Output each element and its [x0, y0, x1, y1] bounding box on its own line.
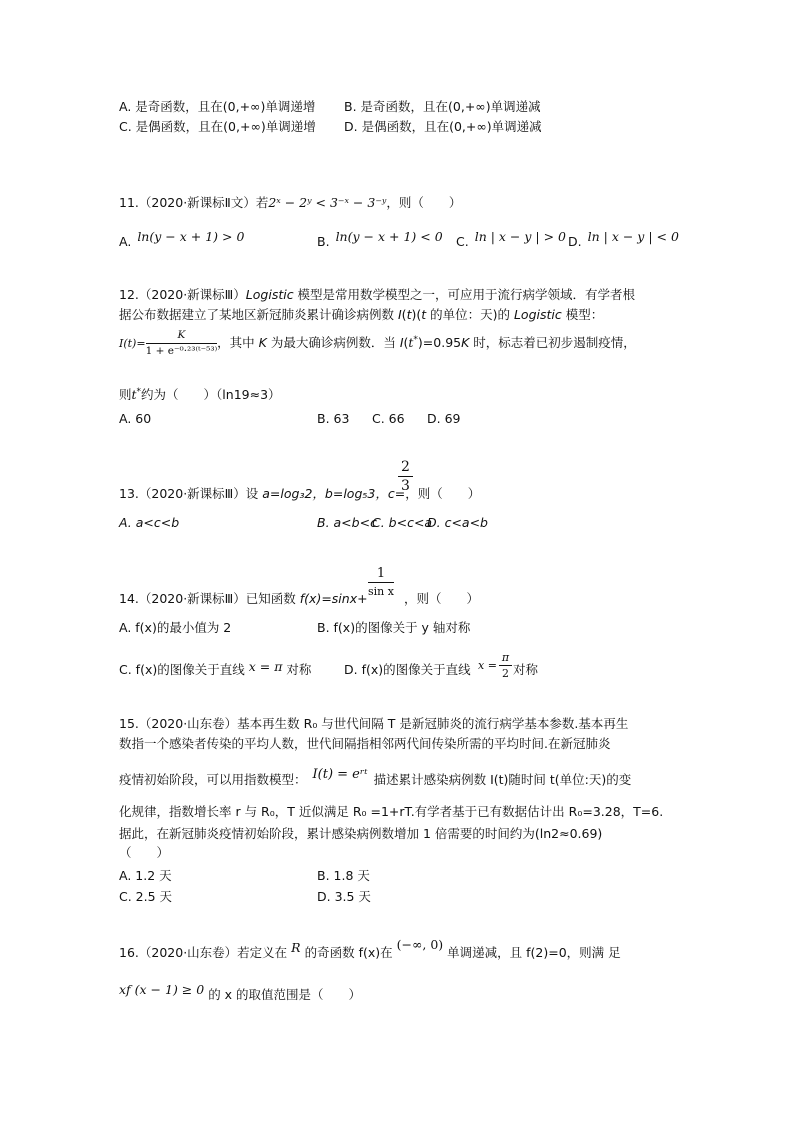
- q12-formula-fraction: $\frac{K}{\text{1 + e⁻⁰·²³⁽ᵗ⁻⁵³⁾}}$: [145, 329, 218, 357]
- q14-option-b: B. f(x)的图像关于 y 轴对称: [317, 620, 471, 635]
- q12-line-2: 据公布数据建立了某地区新冠肺炎累计确诊病例数 I(t)(t 的单位：天)的 Logistic 模型：: [119, 307, 604, 322]
- q16-inequality: xf (x − 1) ≥ 0: [119, 982, 205, 997]
- q15-option-c: C. 2.5 天: [119, 889, 173, 904]
- q11-condition: 2ˣ − 2ʸ < 3⁻ˣ − 3⁻ʸ: [268, 195, 387, 210]
- q14-option-d-text: D. f(x)的图像关于直线: [344, 662, 471, 677]
- q15-line-2: 数指一个感染者传染的平均人数，世代间隔指相邻两代间传染所需的平均时间.在新冠肺炎: [119, 736, 611, 751]
- q13-option-d: D. c<a<b: [427, 515, 488, 530]
- q14-option-d-expr: x = $\frac{\pi}{2}$: [478, 650, 512, 681]
- q11-option-d: D. ln | x − y | < 0: [568, 229, 679, 249]
- q12-line-1: 12.（2020·新课标Ⅲ）Logistic 模型是常用数学模型之一，可应用于流行病学领域．有学者根: [119, 287, 636, 302]
- q11-option-c: C. ln | x − y | > 0: [456, 229, 566, 249]
- q12-option-b: B. 63: [317, 411, 350, 426]
- q11-stem: [119, 195, 461, 211]
- q14-option-d-suffix: 对称: [513, 662, 539, 677]
- q14-option-c: C. f(x)的图像关于直线 x = π 对称: [119, 659, 312, 677]
- q14-fraction: 1 sin x: [368, 566, 394, 598]
- q10-option-a: A. 是奇函数，且在(0,+∞)单调递增: [119, 99, 316, 114]
- q12-formula-line: I(t)= $\frac{K}{\text{1 + e⁻⁰·²³⁽ᵗ⁻⁵³⁾}}$ ，其中 K 为最大确诊病例数．当 I(t*)=0.95K 时，标志着已初步遏制疫情，: [119, 329, 636, 357]
- q12-option-c: C. 66: [372, 411, 405, 426]
- q14-suffix: ，则（ ）: [404, 591, 480, 606]
- q10-option-d: D. 是偶函数，且在(0,+∞)单调递减: [344, 119, 542, 134]
- q11-prefix: 11.（2020·新课标Ⅱ文）若: [119, 195, 269, 210]
- q12-line-4: 则t*约为（ ）（ln19≈3）: [119, 387, 281, 403]
- q12-formula-lhs: I(t)=: [119, 337, 146, 350]
- q14-option-a: A. f(x)的最小值为 2: [119, 620, 232, 635]
- q13-option-a: A. a<c<b: [119, 515, 180, 530]
- q11-option-a: A. ln(y − x + 1) > 0: [119, 229, 245, 249]
- q13-option-b: B. a<b<c: [317, 515, 377, 530]
- q15-line-5: 据此，在新冠肺炎疫情初始阶段，累计感染病例数增加 1 倍需要的时间约为(ln2≈0.69): [119, 826, 603, 841]
- q15-option-d: D. 3.5 天: [317, 889, 371, 904]
- q13-option-c: C. b<c<a: [372, 515, 433, 530]
- q16-line-2: xf (x − 1) ≥ 0 的 x 的取值范围是（ ）: [119, 982, 362, 1002]
- q15-line-6: （ ）: [119, 845, 170, 860]
- q12-option-a: A. 60: [119, 411, 152, 426]
- q14-stem: 14.（2020·新课标Ⅲ）已知函数 f(x)=sinx+: [119, 591, 368, 606]
- q10-option-b: B. 是奇函数，且在(0,+∞)单调递减: [344, 99, 541, 114]
- q15-option-a: A. 1.2 天: [119, 868, 172, 883]
- q12-option-d: D. 69: [427, 411, 461, 426]
- q15-option-b: B. 1.8 天: [317, 868, 370, 883]
- q15-line-1: 15.（2020·山东卷）基本再生数 R₀ 与世代间隔 T 是新冠肺炎的流行病学基本参数.基本再生: [119, 716, 629, 731]
- q16-line-1: 16.（2020·山东卷）若定义在 R 的奇函数 f(x)在(−∞, 0)单调递减，且 f(2)=0，则满 足: [119, 937, 621, 960]
- q15-line-4: 化规律，指数增长率 r 与 R₀，T 近似满足 R₀ =1+rT.有学者基于已有数据估计出 R₀=3.28，T=6.: [119, 804, 664, 819]
- q15-model-formula: I(t) = eʳᵗ: [312, 767, 368, 782]
- q13-c-fraction: $\frac{2}{3}$: [398, 458, 413, 495]
- q10-option-c: C. 是偶函数，且在(0,+∞)单调递增: [119, 119, 316, 134]
- q15-line-3: 疫情初始阶段，可以用指数模型： I(t) = eʳᵗ 描述累计感染病例数 I(t)随时间 t(单位:天)的变: [119, 767, 632, 787]
- q13-stem: 13.（2020·新课标Ⅲ）设 a=log₃2，b=log₅3，c=，则（ ）: [119, 486, 481, 501]
- q16-interval: (−∞, 0): [396, 937, 444, 952]
- q11-suffix: ，则（ ）: [386, 195, 462, 210]
- q11-option-b: B. ln(y − x + 1) < 0: [317, 229, 443, 249]
